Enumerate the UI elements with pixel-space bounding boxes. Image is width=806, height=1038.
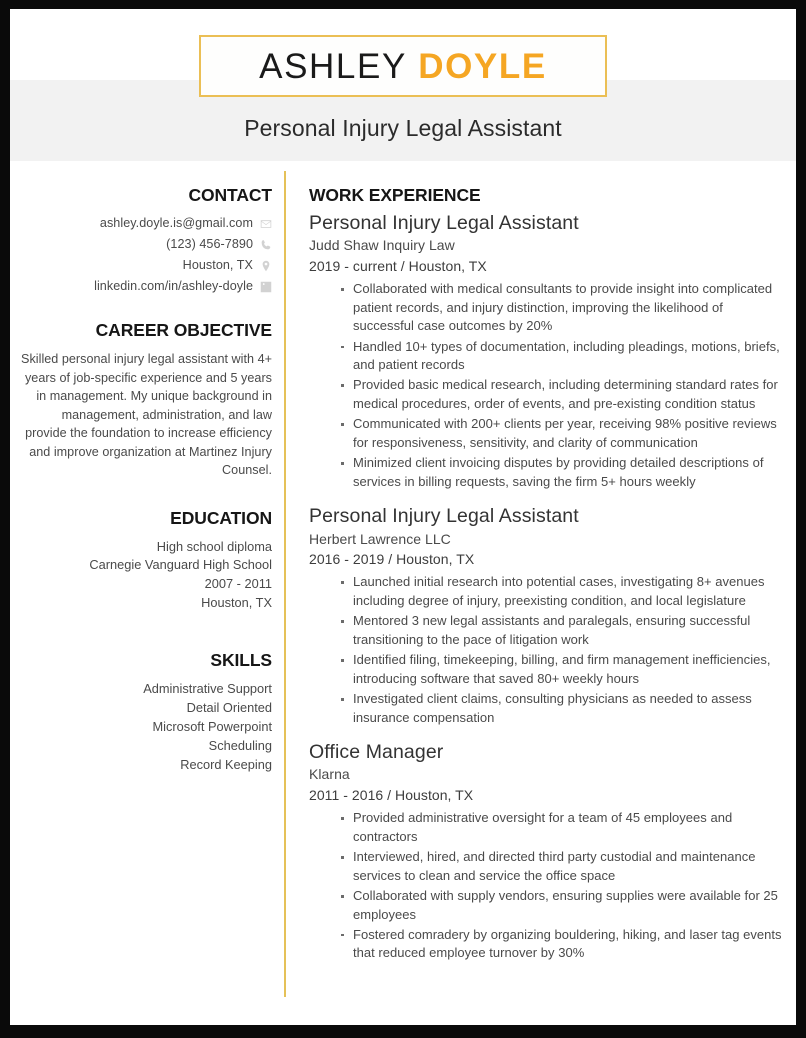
contact-item-phone[interactable] [20, 236, 272, 253]
resume-header [10, 9, 796, 171]
contact-location-text: Houston, TX [182, 258, 253, 272]
job-title: Office Manager [309, 741, 444, 764]
contact-list [20, 215, 272, 295]
contact-linkedin-text: linkedin.com/in/ashley-doyle [94, 279, 253, 293]
skill-item: Record Keeping [180, 756, 272, 772]
job-bullet: Minimized client invoicing disputes by providing detailed descriptions of services in billing requests, saving the firm 5+ hours weekly [340, 454, 782, 491]
contact-phone-text: (123) 456-7890 [166, 237, 253, 251]
contact-section [20, 185, 272, 295]
education-line: Houston, TX [201, 594, 272, 610]
last-name: DOYLE [418, 46, 547, 86]
contact-item-location[interactable] [20, 257, 272, 274]
job-bullet: Collaborated with supply vendors, ensuring supplies were available for 25 employees [340, 887, 782, 924]
skills-heading: SKILLS [210, 650, 272, 671]
work-experience-heading: WORK EXPERIENCE [309, 185, 481, 205]
job-company: Judd Shaw Inquiry Law [309, 237, 455, 254]
education-section [20, 508, 272, 613]
job-company: Klarna [309, 766, 350, 783]
full-name [259, 46, 547, 86]
job-bullet: Identified filing, timekeeping, billing, and firm management inefficiencies, introducing software that saved 80+ weekly hours [340, 651, 782, 688]
education-line: High school diploma [156, 538, 272, 554]
career-objective-heading: CAREER OBJECTIVE [95, 320, 272, 340]
skill-item: Scheduling [208, 738, 272, 753]
job-bullet: Mentored 3 new legal assistants and paralegals, ensuring successful transitioning to the pace of litigation work [340, 612, 782, 649]
job-bullet: Launched initial research into potential cases, investigating 8+ avenues including degree of injury, preexisting condition, and local legislature [340, 573, 782, 610]
contact-email-text: ashley.doyle.is@gmail.com [99, 216, 253, 230]
linkedin-icon [260, 281, 272, 293]
career-objective-section [20, 320, 272, 480]
header-job-title: Personal Injury Legal Assistant [244, 115, 562, 141]
skills-section [20, 650, 272, 775]
name-box [199, 35, 607, 97]
job-bullet: Fostered comradery by organizing bouldering, hiking, and laser tag events that reduced employee turnover by 30% [340, 926, 782, 963]
contact-item-email[interactable] [20, 215, 272, 232]
contact-heading: CONTACT [188, 185, 272, 205]
job-title: Personal Injury Legal Assistant [309, 505, 579, 528]
skill-item: Microsoft Powerpoint [152, 719, 272, 735]
job-company: Herbert Lawrence LLC [309, 530, 451, 547]
skill-item: Administrative Support [143, 681, 272, 697]
job-dates-location: 2011 - 2016 / Houston, TX [309, 787, 474, 804]
contact-item-linkedin[interactable] [20, 278, 272, 295]
job-bullet: Collaborated with medical consultants to provide insight into complicated patient records, and injury distinction, improving the likelihood of successful case outcomes by 20% [340, 280, 782, 335]
phone-icon [260, 239, 272, 251]
job-bullet: Communicated with 200+ clients per year, receiving 98% positive reviews for responsiveness, sensitivity, and clarity of communication [340, 415, 782, 452]
job-bullet-list [309, 809, 782, 963]
sidebar [10, 185, 284, 976]
job-bullet: Handled 10+ types of documentation, including pleadings, motions, briefs, and patient records [340, 338, 782, 375]
resume-body [10, 171, 796, 976]
job-dates-location: 2016 - 2019 / Houston, TX [309, 551, 475, 568]
work-experience-section [284, 185, 796, 976]
skill-item: Detail Oriented [186, 700, 272, 716]
location-pin-icon [260, 260, 272, 272]
job-bullet: Interviewed, hired, and directed third party custodial and maintenance services to clean and service the office space [340, 848, 782, 885]
job-entry [309, 504, 782, 727]
first-name: ASHLEY [259, 46, 407, 86]
education-heading: EDUCATION [170, 507, 272, 528]
envelope-icon [260, 218, 272, 230]
job-bullet: Provided administrative oversight for a team of 45 employees and contractors [340, 809, 782, 846]
job-bullet: Investigated client claims, consulting physicians as needed to assess insurance compensation [340, 690, 782, 727]
job-dates-location: 2019 - current / Houston, TX [309, 258, 487, 275]
job-entry [309, 211, 782, 491]
column-divider-rule [284, 171, 286, 997]
job-bullet: Provided basic medical research, including determining standard rates for medical procedures, order of events, and pre-existing condition status [340, 376, 782, 413]
job-bullet-list [309, 280, 782, 491]
resume-page [10, 9, 796, 1025]
education-line: 2007 - 2011 [204, 575, 272, 591]
education-line: Carnegie Vanguard High School [89, 557, 272, 573]
career-objective-text: Skilled personal injury legal assistant with 4+ years of job-specific experience and 5 years in management. My unique background in management, administration, and law provide the foundation to increase efficiency and improve organization at Martinez Injury Counsel. [21, 352, 272, 477]
job-title: Personal Injury Legal Assistant [309, 212, 579, 234]
job-bullet-list [309, 573, 782, 727]
job-entry [309, 740, 782, 963]
